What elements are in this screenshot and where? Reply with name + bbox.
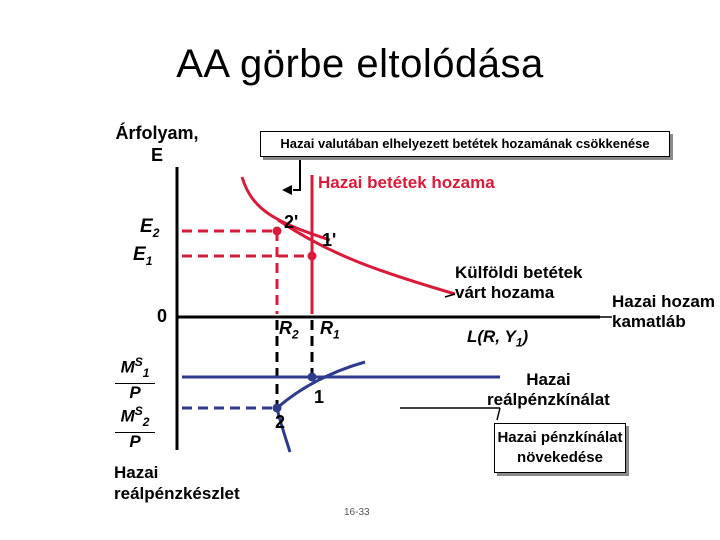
point-2-label: 2 (275, 412, 286, 432)
domestic-interest-rate-label: Hazai hozam kamatláb (612, 292, 715, 331)
origin-label: 0 (157, 306, 168, 326)
real-money-supply-1-fraction: $\frac{M^S_1}{P}$ (115, 353, 155, 402)
point-1prime-dot (308, 252, 317, 261)
r2-label: $R_2$ (279, 318, 299, 342)
point-2prime-dot (273, 227, 282, 236)
domestic-deposit-return-label: Hazai betétek hozama (318, 173, 495, 192)
e2-label: $E_2$ (140, 216, 160, 240)
real-money-stock-label: Hazai reálpénzkészlet (114, 463, 240, 503)
point-1-dot (308, 373, 317, 382)
point-1prime-label: 1' (322, 230, 337, 250)
foreign-return-pointer (445, 294, 455, 297)
r1-label: $R_1$ (320, 318, 340, 342)
point-1-label: 1 (314, 387, 325, 407)
money-supply-increase-box (494, 423, 626, 473)
slide-title: AA görbe eltolódása (176, 42, 544, 86)
slide-number: 16-33 (344, 507, 370, 518)
y-axis-label-line1: Árfolyam, (115, 123, 199, 143)
real-money-supply-2-fraction: $\frac{M^S_2}{P}$ (115, 402, 155, 451)
e1-label: $E_1$ (133, 244, 153, 268)
money-supply-increase-line1: Hazai pénzkínálat (497, 429, 623, 446)
foreign-expected-return-label: Külföldi betétek várt hozama (455, 263, 583, 302)
y-axis-label-line2: E (150, 145, 163, 165)
deposit-return-decrease-text: Hazai valutában elhelyezett betétek hozamának csökkenése (280, 136, 650, 151)
money-demand-label: L(R, $Y_1$) (467, 327, 529, 350)
y-axis-label (112, 122, 202, 166)
deposit-return-decrease-box (260, 131, 670, 157)
decrease-arrow (293, 157, 300, 190)
real-money-supply-label: Hazai reálpénzkínálat (487, 370, 610, 409)
money-supply-increase-line2: növekedése (517, 449, 603, 466)
point-2prime-label: 2' (284, 212, 299, 232)
decrease-arrow-head (282, 185, 292, 195)
